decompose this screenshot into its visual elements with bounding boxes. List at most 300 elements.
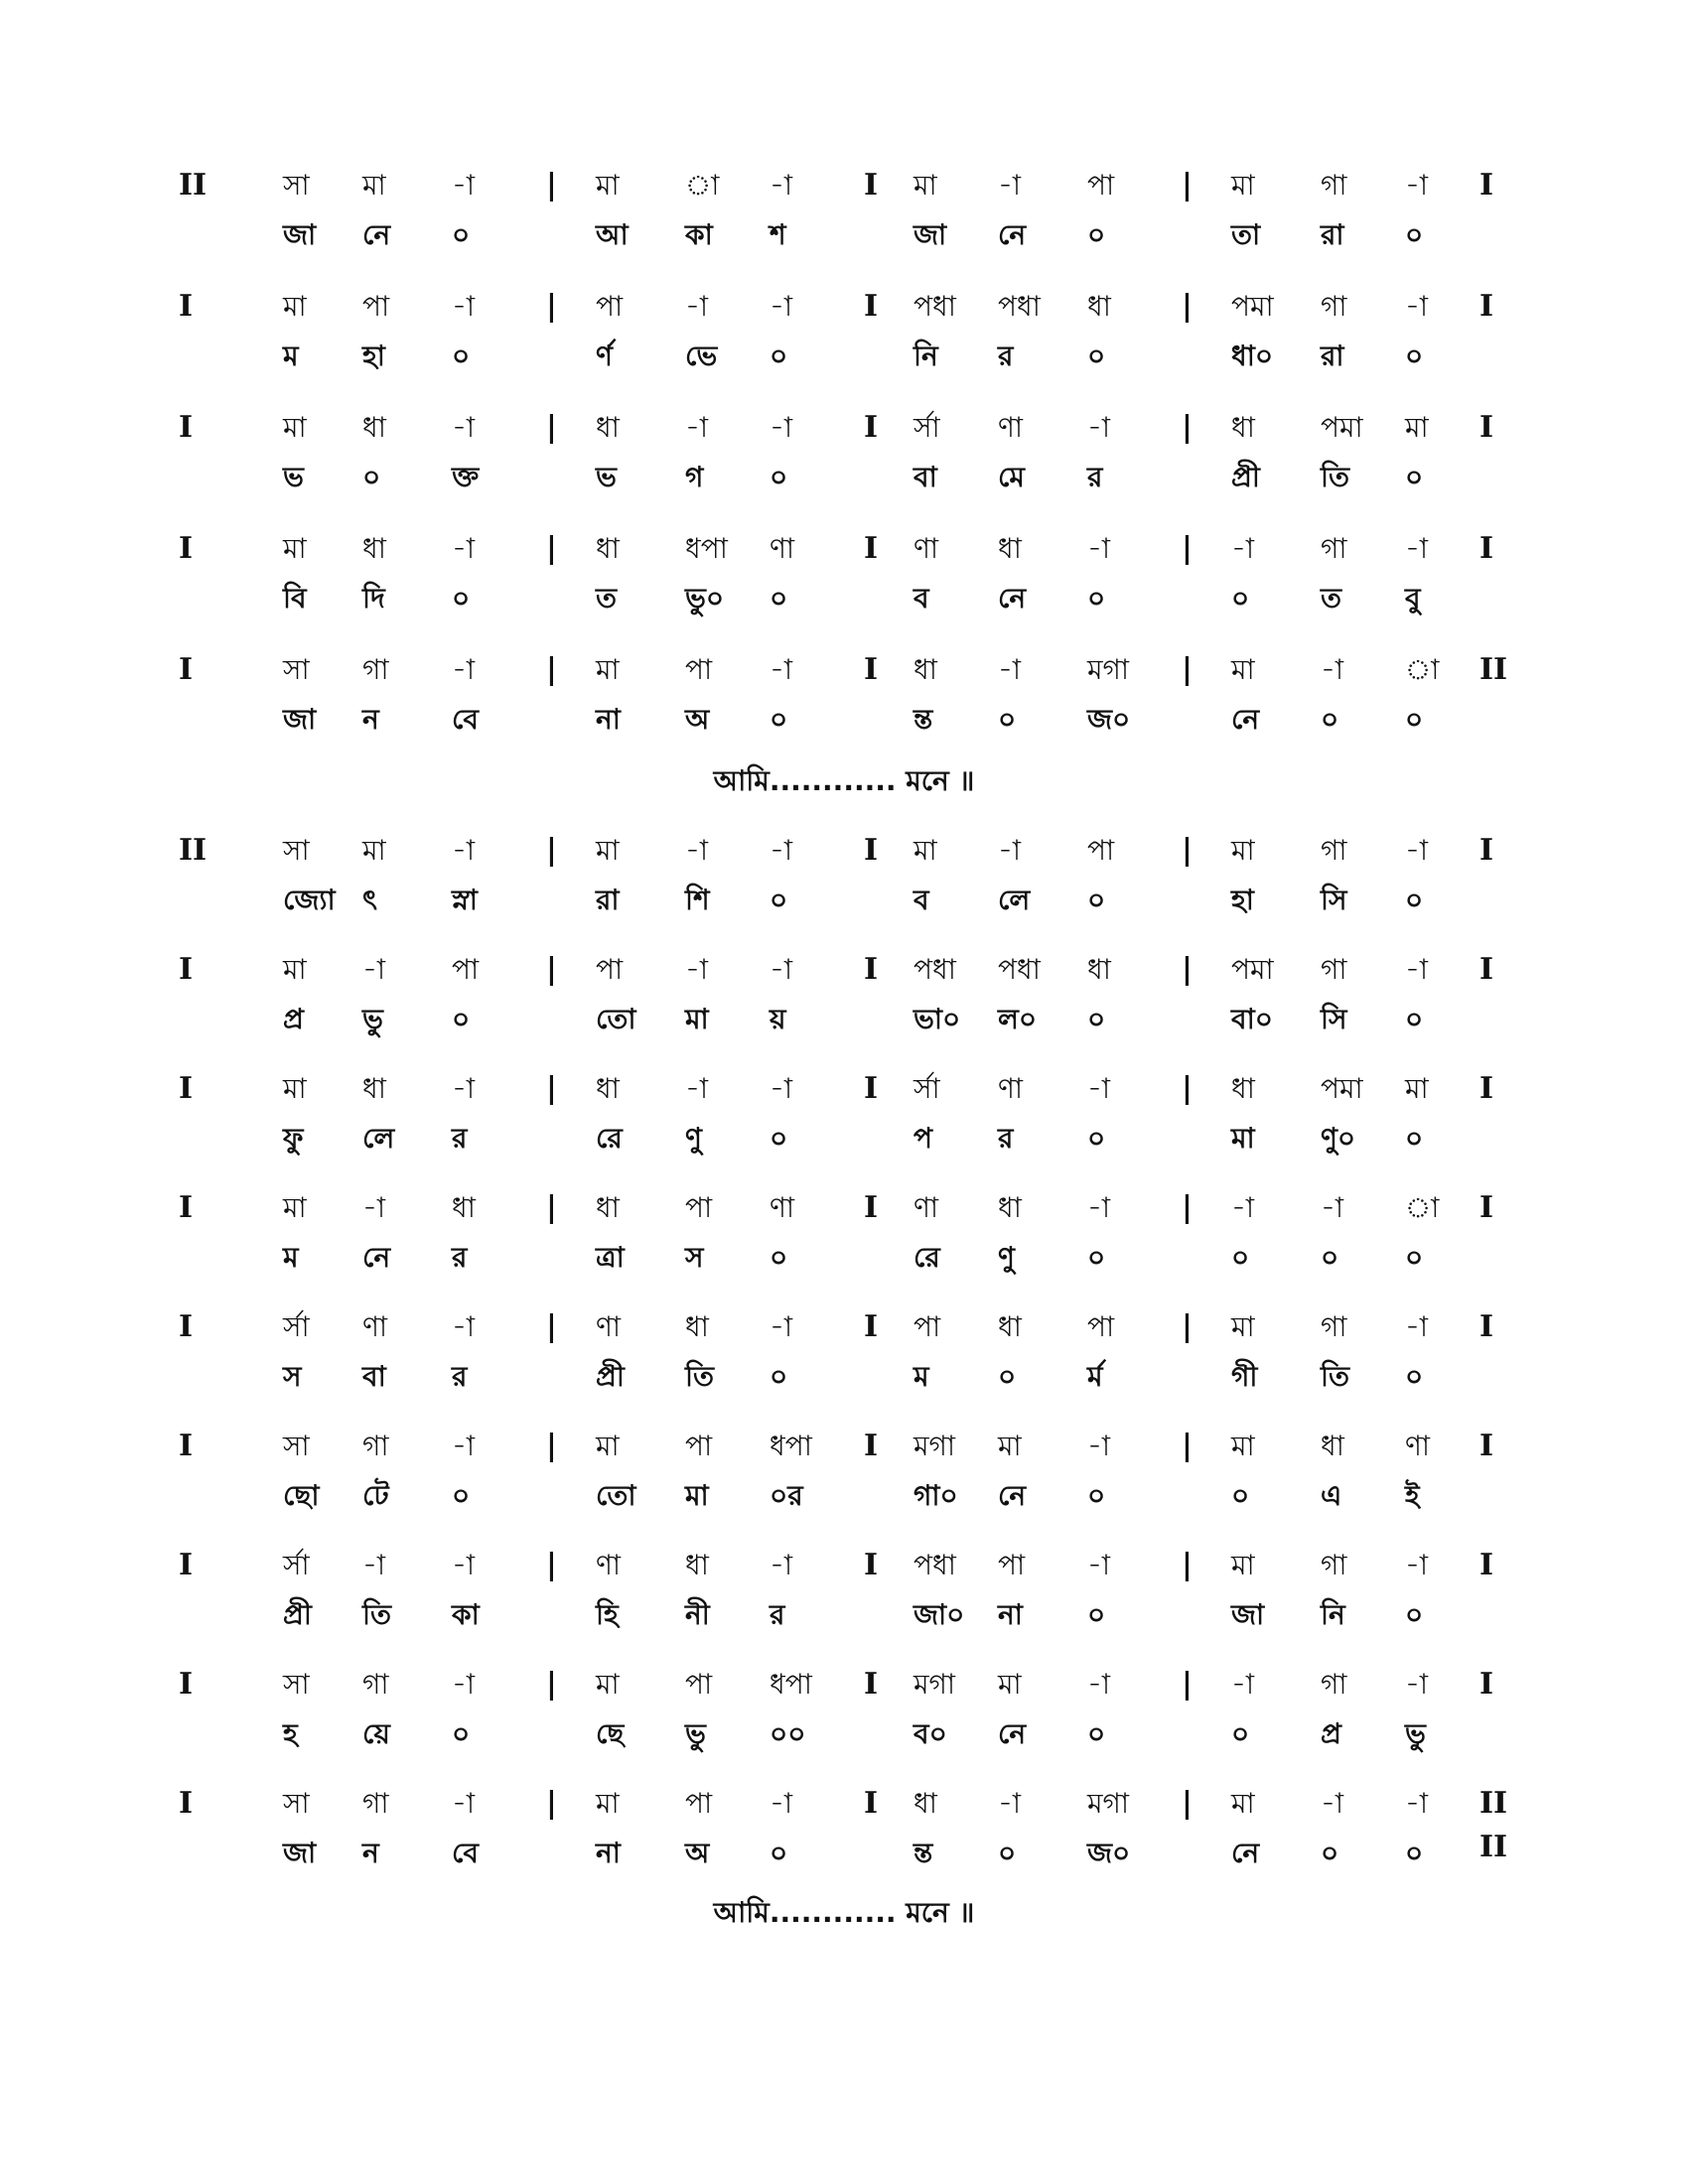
- start-barline: I: [179, 1786, 194, 1821]
- note: সা: [283, 169, 310, 202]
- note: -া: [770, 953, 793, 986]
- lyric-syllable: ভু: [362, 1003, 383, 1035]
- end-barline: I: [1479, 1190, 1494, 1225]
- lyric-syllable: ০: [1087, 1717, 1106, 1750]
- lyric-syllable: স: [685, 1241, 704, 1274]
- note: পমা: [1231, 953, 1274, 986]
- lyric-syllable: ০: [998, 703, 1017, 736]
- barline: |: [546, 833, 557, 868]
- end-barline: I: [1479, 1071, 1494, 1106]
- note: -া: [770, 653, 793, 686]
- note: পমা: [1231, 290, 1274, 323]
- note: -া: [1405, 532, 1429, 565]
- start-barline: I: [179, 1429, 194, 1463]
- barline: |: [546, 1667, 557, 1702]
- lyric-syllable: হা: [362, 340, 385, 372]
- lyric-syllable: ০: [1231, 582, 1250, 614]
- end-barline: I: [1479, 168, 1494, 203]
- note: মা: [596, 1430, 620, 1462]
- note: গা: [1321, 1668, 1347, 1701]
- barline: |: [1182, 1667, 1193, 1702]
- lyric-syllable: ০র: [770, 1479, 803, 1512]
- note: পা: [452, 953, 480, 986]
- note: -া: [998, 653, 1022, 686]
- note: ধা: [998, 532, 1022, 565]
- barline: |: [1182, 833, 1193, 868]
- lyric-syllable: ০: [1405, 1003, 1424, 1035]
- note: ধা: [1231, 411, 1255, 444]
- lyric-syllable: জা: [283, 218, 317, 251]
- note: পা: [685, 653, 713, 686]
- lyric-syllable: ০: [770, 1360, 788, 1393]
- lyric-syllable: রা: [1321, 218, 1344, 251]
- lyric-syllable: ব০: [914, 1717, 947, 1750]
- lyric-syllable: ০: [1087, 582, 1106, 614]
- note: মা: [362, 834, 386, 867]
- lyric-syllable: ০: [1087, 1122, 1106, 1155]
- lyric-syllable: গা০: [914, 1479, 958, 1512]
- lyric-syllable: গী: [1231, 1360, 1258, 1393]
- note: পমা: [1321, 1072, 1363, 1105]
- lyric-syllable: য়: [770, 1003, 786, 1035]
- note: গা: [1321, 953, 1347, 986]
- lyric-syllable: ০: [452, 1003, 471, 1035]
- lyric-syllable: টে: [362, 1479, 389, 1512]
- lyric-syllable: ০: [770, 884, 788, 916]
- note: -া: [452, 290, 476, 323]
- lyric-syllable: ০: [998, 1837, 1017, 1869]
- note: র্সা: [283, 1549, 310, 1581]
- lyric-syllable: ভ: [283, 461, 304, 493]
- note: মা: [1231, 1549, 1255, 1581]
- lyric-syllable: নি: [1321, 1598, 1345, 1631]
- start-barline: I: [179, 1071, 194, 1106]
- lyric-syllable: ০: [1405, 1122, 1424, 1155]
- lyric-syllable: ০: [1087, 1479, 1106, 1512]
- barline: |: [1182, 1071, 1193, 1106]
- lyric-syllable: রা: [1321, 340, 1344, 372]
- lyric-syllable: হি: [596, 1598, 619, 1631]
- note: মা: [1231, 1310, 1255, 1343]
- start-barline: I: [179, 652, 194, 687]
- lyric-syllable: জা: [283, 703, 317, 736]
- lyric-syllable: ০: [1405, 461, 1424, 493]
- lyric-syllable: প: [914, 1122, 933, 1155]
- lyric-syllable: ০: [452, 218, 471, 251]
- lyric-syllable: র: [770, 1598, 785, 1631]
- lyric-syllable: ০: [1321, 1241, 1339, 1274]
- lyric-syllable: ম: [914, 1360, 929, 1393]
- barline: I: [864, 1786, 879, 1821]
- lyric-syllable: তি: [685, 1360, 715, 1393]
- notation-line: [179, 1186, 1519, 1286]
- end-barline: II II: [1479, 1786, 1508, 1864]
- note: ণা: [998, 1072, 1024, 1105]
- note: সা: [283, 1430, 310, 1462]
- note: ধা: [362, 532, 386, 565]
- note: -া: [685, 1072, 709, 1105]
- note: মা: [283, 532, 307, 565]
- lyric-syllable: ০: [770, 1837, 788, 1869]
- lyric-syllable: দি: [362, 582, 385, 614]
- note: গা: [1321, 834, 1347, 867]
- barline: |: [1182, 410, 1193, 445]
- barline: |: [1182, 289, 1193, 324]
- lyric-syllable: জা: [1231, 1598, 1265, 1631]
- note: -া: [685, 290, 709, 323]
- note: -া: [770, 411, 793, 444]
- lyric-syllable: ক্ত: [452, 461, 480, 493]
- lyric-syllable: তো: [596, 1003, 636, 1035]
- note: া: [1405, 653, 1440, 686]
- lyric-syllable: ণু০: [1321, 1122, 1356, 1155]
- start-barline: I: [179, 1548, 194, 1582]
- lyric-syllable: ০: [770, 1122, 788, 1155]
- note: ধা: [685, 1549, 709, 1581]
- note: -া: [452, 834, 476, 867]
- lyric-syllable: ০: [770, 461, 788, 493]
- note: মা: [1231, 1430, 1255, 1462]
- note: সা: [283, 1787, 310, 1820]
- barline: |: [546, 168, 557, 203]
- note: মা: [596, 653, 620, 686]
- barline: |: [546, 1309, 557, 1344]
- note: পা: [596, 290, 624, 323]
- note: মগা: [1087, 653, 1130, 686]
- end-barline: I: [1479, 1309, 1494, 1344]
- barline: I: [864, 1548, 879, 1582]
- start-barline: I: [179, 952, 194, 987]
- note: -া: [1405, 1787, 1429, 1820]
- note: -া: [1405, 169, 1429, 202]
- lyric-syllable: রা: [596, 884, 620, 916]
- lyric-syllable: র্ম: [1087, 1360, 1103, 1393]
- note: -া: [452, 1668, 476, 1701]
- notation-line: [179, 948, 1519, 1047]
- lyric-syllable: নী: [685, 1598, 710, 1631]
- lyric-syllable: হা: [1231, 884, 1254, 916]
- lyric-syllable: ০০: [770, 1717, 806, 1750]
- lyric-syllable: ম: [283, 340, 299, 372]
- note: -া: [1405, 834, 1429, 867]
- lyric-syllable: অ: [685, 703, 710, 736]
- barline: |: [546, 1548, 557, 1582]
- lyric-syllable: ০: [1405, 218, 1424, 251]
- note: গা: [1321, 1310, 1347, 1343]
- note: মা: [1231, 169, 1255, 202]
- lyric-syllable: স্না: [452, 884, 478, 916]
- barline: I: [864, 1190, 879, 1225]
- lyric-syllable: ০: [1405, 703, 1424, 736]
- end-barline: I: [1479, 531, 1494, 566]
- barline: |: [1182, 952, 1193, 987]
- barline: |: [546, 952, 557, 987]
- note: গা: [362, 1668, 389, 1701]
- barline: I: [864, 1667, 879, 1702]
- lyric-syllable: মা: [685, 1479, 709, 1512]
- note: -া: [1231, 532, 1255, 565]
- note: পা: [914, 1310, 941, 1343]
- note: -া: [1405, 1310, 1429, 1343]
- note: -া: [998, 1787, 1022, 1820]
- note: ধা: [596, 1191, 620, 1224]
- note: -া: [1087, 1549, 1111, 1581]
- notation-line: [179, 527, 1519, 626]
- lyric-syllable: র: [452, 1360, 468, 1393]
- lyric-syllable: ০: [1405, 1241, 1424, 1274]
- lyric-syllable: নে: [1231, 1837, 1260, 1869]
- note: মা: [1405, 411, 1429, 444]
- note: -া: [452, 1549, 476, 1581]
- barline: |: [1182, 1429, 1193, 1463]
- lyric-syllable: ল০: [998, 1003, 1038, 1035]
- lyric-syllable: তি: [1321, 461, 1350, 493]
- lyric-syllable: শ: [770, 218, 786, 251]
- lyric-syllable: ০: [1231, 1241, 1250, 1274]
- lyric-syllable: ০: [1321, 703, 1339, 736]
- lyric-syllable: ০: [770, 340, 788, 372]
- barline: I: [864, 833, 879, 868]
- note: পধা: [998, 953, 1041, 986]
- refrain-line: আমি............ মনে ॥: [713, 1896, 975, 1929]
- note: -া: [770, 1072, 793, 1105]
- lyric-syllable: ০: [452, 1717, 471, 1750]
- note: পা: [596, 953, 624, 986]
- notation-line: [179, 1544, 1519, 1643]
- lyric-syllable: ছে: [596, 1717, 625, 1750]
- lyric-syllable: র: [1087, 461, 1103, 493]
- barline: |: [1182, 1548, 1193, 1582]
- note: -া: [685, 411, 709, 444]
- lyric-syllable: নে: [998, 1479, 1027, 1512]
- refrain-line: আমি............ মনে ॥: [713, 764, 975, 797]
- note: ণা: [770, 1191, 795, 1224]
- lyric-syllable: অ: [685, 1837, 710, 1869]
- lyric-syllable: ০: [1321, 1837, 1339, 1869]
- note: ধা: [998, 1310, 1022, 1343]
- notation-line: [179, 406, 1519, 505]
- note: -া: [1321, 1787, 1344, 1820]
- lyric-syllable: র্ণ: [596, 340, 613, 372]
- lyric-syllable: ০: [1087, 340, 1106, 372]
- notation-line: [179, 1663, 1519, 1762]
- notation-line: [179, 1425, 1519, 1524]
- note: মগা: [1087, 1787, 1130, 1820]
- lyric-syllable: ম: [283, 1241, 299, 1274]
- lyric-syllable: জ্যো: [283, 884, 336, 916]
- note: পা: [685, 1430, 713, 1462]
- note: -া: [452, 411, 476, 444]
- lyric-syllable: ০: [1405, 884, 1424, 916]
- barline: I: [864, 289, 879, 324]
- note: -া: [1087, 1430, 1111, 1462]
- start-barline: I: [179, 1667, 194, 1702]
- note: মা: [998, 1668, 1022, 1701]
- lyric-syllable: বা০: [1231, 1003, 1273, 1035]
- lyric-syllable: তো: [596, 1479, 636, 1512]
- note: গা: [1321, 169, 1347, 202]
- lyric-syllable: লে: [998, 884, 1031, 916]
- lyric-syllable: প্রী: [596, 1360, 625, 1393]
- lyric-syllable: নে: [998, 1717, 1027, 1750]
- lyric-syllable: ০: [1405, 1837, 1424, 1869]
- lyric-syllable: ০: [1087, 218, 1106, 251]
- note: মা: [283, 411, 307, 444]
- note: পা: [998, 1549, 1026, 1581]
- lyric-syllable: জ০: [1087, 1837, 1131, 1869]
- end-barline: I: [1479, 1429, 1494, 1463]
- lyric-syllable: য়ে: [362, 1717, 390, 1750]
- lyric-syllable: ন: [362, 1837, 379, 1869]
- lyric-syllable: কা: [452, 1598, 480, 1631]
- note: মা: [596, 834, 620, 867]
- note: মা: [914, 169, 937, 202]
- end-barline: I: [1479, 1667, 1494, 1702]
- lyric-syllable: ব: [914, 884, 929, 916]
- note: সা: [283, 653, 310, 686]
- lyric-syllable: ভা০: [914, 1003, 961, 1035]
- note: র্সা: [914, 411, 940, 444]
- lyric-syllable: ০: [1231, 1717, 1250, 1750]
- barline: I: [864, 652, 879, 687]
- barline: |: [546, 289, 557, 324]
- note: -া: [1405, 1549, 1429, 1581]
- lyric-syllable: সি: [1321, 884, 1347, 916]
- note: -া: [770, 290, 793, 323]
- note: া: [1405, 1191, 1440, 1224]
- note: মা: [1231, 653, 1255, 686]
- note: গা: [1321, 532, 1347, 565]
- note: পা: [1087, 1310, 1115, 1343]
- note: -া: [452, 1430, 476, 1462]
- lyric-syllable: নে: [998, 582, 1027, 614]
- lyric-syllable: প্র: [1321, 1717, 1341, 1750]
- note: পধা: [914, 953, 956, 986]
- lyric-syllable: ভু: [685, 1717, 706, 1750]
- note: া: [685, 169, 720, 202]
- note: -া: [1087, 1191, 1111, 1224]
- barline: |: [546, 1071, 557, 1106]
- lyric-syllable: ণু: [998, 1241, 1015, 1274]
- lyric-syllable: ধা০: [1231, 340, 1274, 372]
- lyric-syllable: ০: [1231, 1479, 1250, 1512]
- lyric-syllable: কা: [685, 218, 713, 251]
- lyric-syllable: ০: [1087, 1241, 1106, 1274]
- lyric-syllable: ০: [998, 1360, 1017, 1393]
- lyric-syllable: প্র: [283, 1003, 304, 1035]
- note: ধা: [1087, 290, 1111, 323]
- note: -া: [770, 1787, 793, 1820]
- lyric-syllable: ণু: [685, 1122, 702, 1155]
- note: -া: [770, 834, 793, 867]
- lyric-syllable: ই: [1405, 1479, 1420, 1512]
- end-barline: I: [1479, 833, 1494, 868]
- lyric-syllable: র: [998, 1122, 1014, 1155]
- note: -া: [1405, 1668, 1429, 1701]
- notation-line: [179, 829, 1519, 928]
- barline: I: [864, 168, 879, 203]
- lyric-syllable: জ০: [1087, 703, 1131, 736]
- note: ণা: [998, 411, 1024, 444]
- note: পা: [362, 290, 390, 323]
- note: মা: [283, 290, 307, 323]
- start-barline: II: [179, 168, 208, 203]
- note: মা: [998, 1430, 1022, 1462]
- end-barline: I: [1479, 1548, 1494, 1582]
- lyric-syllable: ০: [1087, 1598, 1106, 1631]
- lyric-syllable: ভু: [1405, 1717, 1426, 1750]
- note: -া: [685, 953, 709, 986]
- note: ধা: [362, 411, 386, 444]
- notation-line: [179, 1305, 1519, 1405]
- note: মা: [596, 1668, 620, 1701]
- lyric-syllable: জা: [914, 218, 947, 251]
- note: ধা: [362, 1072, 386, 1105]
- note: ধা: [596, 411, 620, 444]
- barline: |: [1182, 652, 1193, 687]
- note: পধা: [914, 290, 956, 323]
- note: মা: [596, 1787, 620, 1820]
- note: মা: [362, 169, 386, 202]
- note: ধা: [1321, 1430, 1344, 1462]
- lyric-syllable: ব: [914, 582, 929, 614]
- lyric-syllable: ভে: [685, 340, 718, 372]
- lyric-syllable: প্রী: [283, 1598, 312, 1631]
- note: পা: [685, 1668, 713, 1701]
- note: -া: [1087, 532, 1111, 565]
- note: -া: [1087, 1668, 1111, 1701]
- lyric-syllable: ০: [770, 582, 788, 614]
- note: -া: [998, 834, 1022, 867]
- lyric-syllable: বে: [452, 1837, 479, 1869]
- note: -া: [1087, 411, 1111, 444]
- lyric-syllable: নে: [998, 218, 1027, 251]
- lyric-syllable: মা: [1231, 1122, 1255, 1155]
- lyric-syllable: প্রী: [1231, 461, 1260, 493]
- lyric-syllable: স: [283, 1360, 302, 1393]
- barline: |: [546, 1429, 557, 1463]
- note: -া: [452, 1072, 476, 1105]
- barline: I: [864, 1071, 879, 1106]
- note: -া: [452, 1310, 476, 1343]
- start-barline: I: [179, 1309, 194, 1344]
- lyric-syllable: না: [596, 1837, 621, 1869]
- note: পধা: [914, 1549, 956, 1581]
- lyric-syllable: র: [998, 340, 1014, 372]
- note: পা: [685, 1191, 713, 1224]
- note: -া: [1405, 290, 1429, 323]
- note: ধা: [914, 1787, 937, 1820]
- lyric-syllable: ০: [770, 1241, 788, 1274]
- note: মগা: [914, 1430, 956, 1462]
- barline: I: [864, 410, 879, 445]
- lyric-syllable: নে: [362, 218, 391, 251]
- end-barline: I: [1479, 952, 1494, 987]
- note: -া: [452, 169, 476, 202]
- lyric-syllable: জা: [283, 1837, 317, 1869]
- barline: |: [546, 1190, 557, 1225]
- lyric-syllable: ত: [1321, 582, 1342, 614]
- lyric-syllable: তি: [362, 1598, 392, 1631]
- notation-line: [179, 1782, 1519, 1881]
- note: -া: [1087, 1072, 1111, 1105]
- barline: |: [1182, 168, 1193, 203]
- lyric-syllable: তি: [1321, 1360, 1350, 1393]
- note: -া: [452, 532, 476, 565]
- note: -া: [1321, 1191, 1344, 1224]
- lyric-syllable: ০: [1087, 1003, 1106, 1035]
- lyric-syllable: র: [452, 1241, 468, 1274]
